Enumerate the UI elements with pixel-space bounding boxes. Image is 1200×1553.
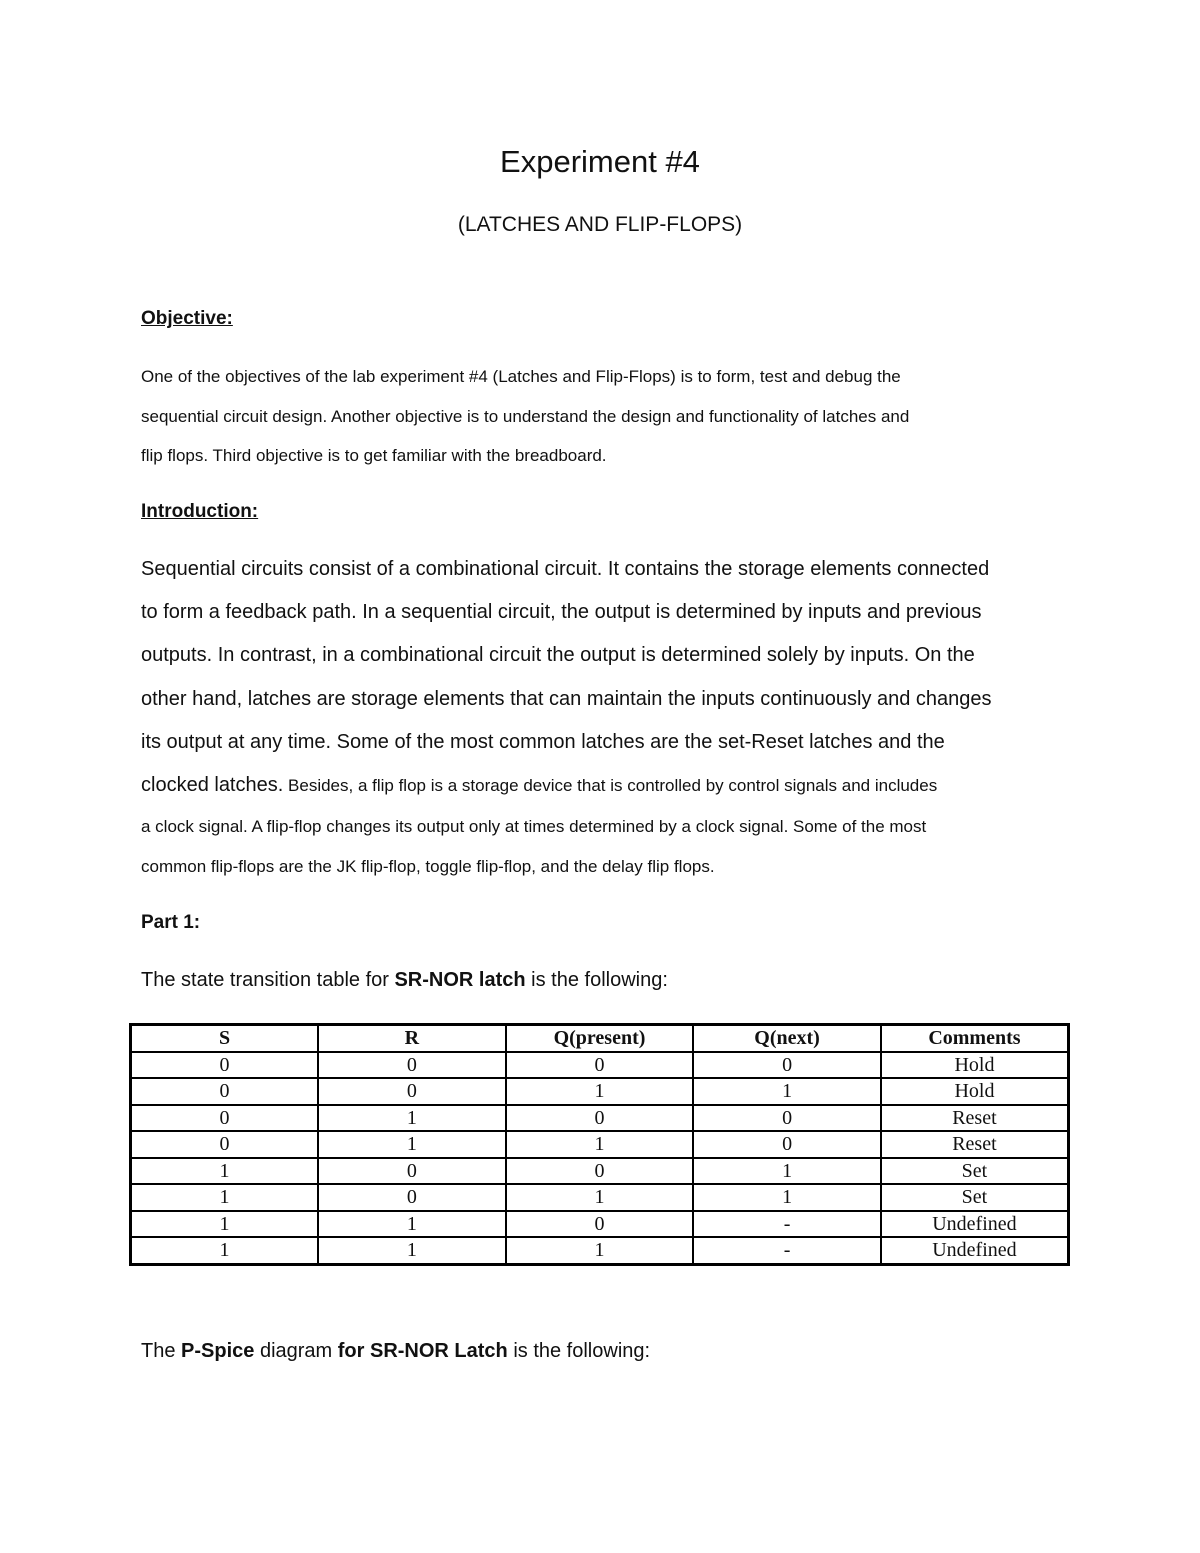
table-cell: Reset — [881, 1105, 1069, 1132]
table-cell: Set — [881, 1158, 1069, 1185]
caption-bold: for SR-NOR Latch — [337, 1340, 508, 1362]
table-cell: 1 — [318, 1105, 506, 1132]
table-cell: 1 — [318, 1131, 506, 1158]
paragraph-line: One of the objectives of the lab experiment #4 (Latches and Flip-Flops) is to form, test and debug the — [141, 367, 901, 386]
table-cell: 1 — [131, 1211, 319, 1238]
table-row — [131, 1078, 1069, 1105]
table-cell: 0 — [131, 1131, 319, 1158]
paragraph-line: other hand, latches are storage elements that can maintain the inputs continuously and changes — [141, 687, 992, 710]
table-row — [131, 1158, 1069, 1185]
table-cell: 1 — [506, 1131, 694, 1158]
table-cell: - — [693, 1211, 881, 1238]
page-title: Experiment #4 — [500, 144, 700, 179]
state-transition-table — [129, 1023, 1070, 1266]
column-header: R — [318, 1025, 506, 1052]
caption-text: The — [141, 1340, 182, 1362]
table-cell: 0 — [131, 1105, 319, 1132]
table-cell: Hold — [881, 1052, 1069, 1079]
table-row — [131, 1052, 1069, 1079]
table-cell: 0 — [506, 1052, 694, 1079]
table-cell: Undefined — [881, 1211, 1069, 1238]
caption-text: is the following: — [507, 1340, 651, 1362]
caption-text: is the following: — [525, 969, 668, 991]
table-cell: 1 — [693, 1184, 881, 1211]
table-row — [131, 1105, 1069, 1132]
column-header: Q(present) — [506, 1025, 694, 1052]
column-header: Comments — [881, 1025, 1069, 1052]
paragraph-line: to form a feedback path. In a sequential circuit, the output is determined by inputs and previous — [141, 601, 982, 624]
table-cell: 0 — [506, 1158, 694, 1185]
table-cell: 1 — [131, 1237, 319, 1264]
table-row — [131, 1211, 1069, 1238]
table-cell: 1 — [693, 1078, 881, 1105]
table-cell: 1 — [506, 1237, 694, 1264]
column-header: S — [131, 1025, 319, 1052]
table-cell: 1 — [693, 1158, 881, 1185]
paragraph-line: outputs. In contrast, in a combinational circuit the output is determined solely by inputs. On the — [141, 644, 975, 667]
caption-bold: P-Spice — [181, 1340, 255, 1362]
table-row — [131, 1184, 1069, 1211]
paragraph-fragment: clocked latches. — [141, 774, 284, 797]
objective-paragraph — [141, 357, 1071, 476]
introduction-paragraph — [141, 548, 1071, 886]
table-cell: - — [693, 1237, 881, 1264]
paragraph-line: sequential circuit design. Another objective is to understand the design and functionality of latches and — [141, 406, 910, 426]
table-cell: 1 — [506, 1184, 694, 1211]
paragraph-line: flip flops. Third objective is to get familiar with the breadboard. — [141, 446, 607, 465]
paragraph-line — [141, 764, 1071, 807]
table-cell: 0 — [693, 1105, 881, 1132]
table-row — [131, 1237, 1069, 1264]
table-cell: Undefined — [881, 1237, 1069, 1264]
table-row — [131, 1131, 1069, 1158]
paragraph-line: common flip-flops are the JK flip-flop, toggle flip-flop, and the delay flip flops. — [141, 856, 715, 876]
diagram-caption — [141, 1337, 650, 1365]
table-header-row — [131, 1025, 1069, 1052]
caption-text: The state transition table for — [141, 969, 395, 991]
paragraph-line: a clock signal. A flip-flop changes its output only at times determined by a clock signal. Some of the most — [141, 817, 927, 837]
table-cell: 0 — [318, 1184, 506, 1211]
page-subtitle: (LATCHES AND FLIP-FLOPS) — [457, 213, 743, 236]
paragraph-line: its output at any time. Some of the most common latches are the set-Reset latches and the — [141, 730, 945, 753]
caption-text: diagram — [254, 1340, 338, 1362]
table-cell: 0 — [506, 1105, 694, 1132]
table-cell: Reset — [881, 1131, 1069, 1158]
paragraph-line: Sequential circuits consist of a combinational circuit. It contains the storage elements connected — [141, 558, 990, 580]
table-cell: 0 — [506, 1211, 694, 1238]
table-cell: 0 — [318, 1158, 506, 1185]
table-cell: 1 — [506, 1078, 694, 1105]
table-cell: 0 — [318, 1052, 506, 1079]
table-cell: 1 — [318, 1211, 506, 1238]
paragraph-fragment: Besides, a flip flop is a storage device that is controlled by control signals and includes — [283, 776, 938, 796]
column-header: Q(next) — [693, 1025, 881, 1052]
table-cell: 1 — [131, 1158, 319, 1185]
table-cell: 0 — [131, 1052, 319, 1079]
objective-heading: Objective: — [141, 308, 233, 329]
table-cell: 0 — [693, 1131, 881, 1158]
caption-bold: SR-NOR latch — [394, 969, 526, 991]
table-cell: 1 — [131, 1184, 319, 1211]
table-cell: Set — [881, 1184, 1069, 1211]
table-cell: Hold — [881, 1078, 1069, 1105]
table-caption — [141, 966, 668, 994]
table-cell: 1 — [318, 1237, 506, 1264]
introduction-heading: Introduction: — [141, 501, 259, 522]
table-cell: 0 — [131, 1078, 319, 1105]
table-cell: 0 — [693, 1052, 881, 1079]
part1-heading: Part 1: — [141, 912, 201, 933]
table-cell: 0 — [318, 1078, 506, 1105]
